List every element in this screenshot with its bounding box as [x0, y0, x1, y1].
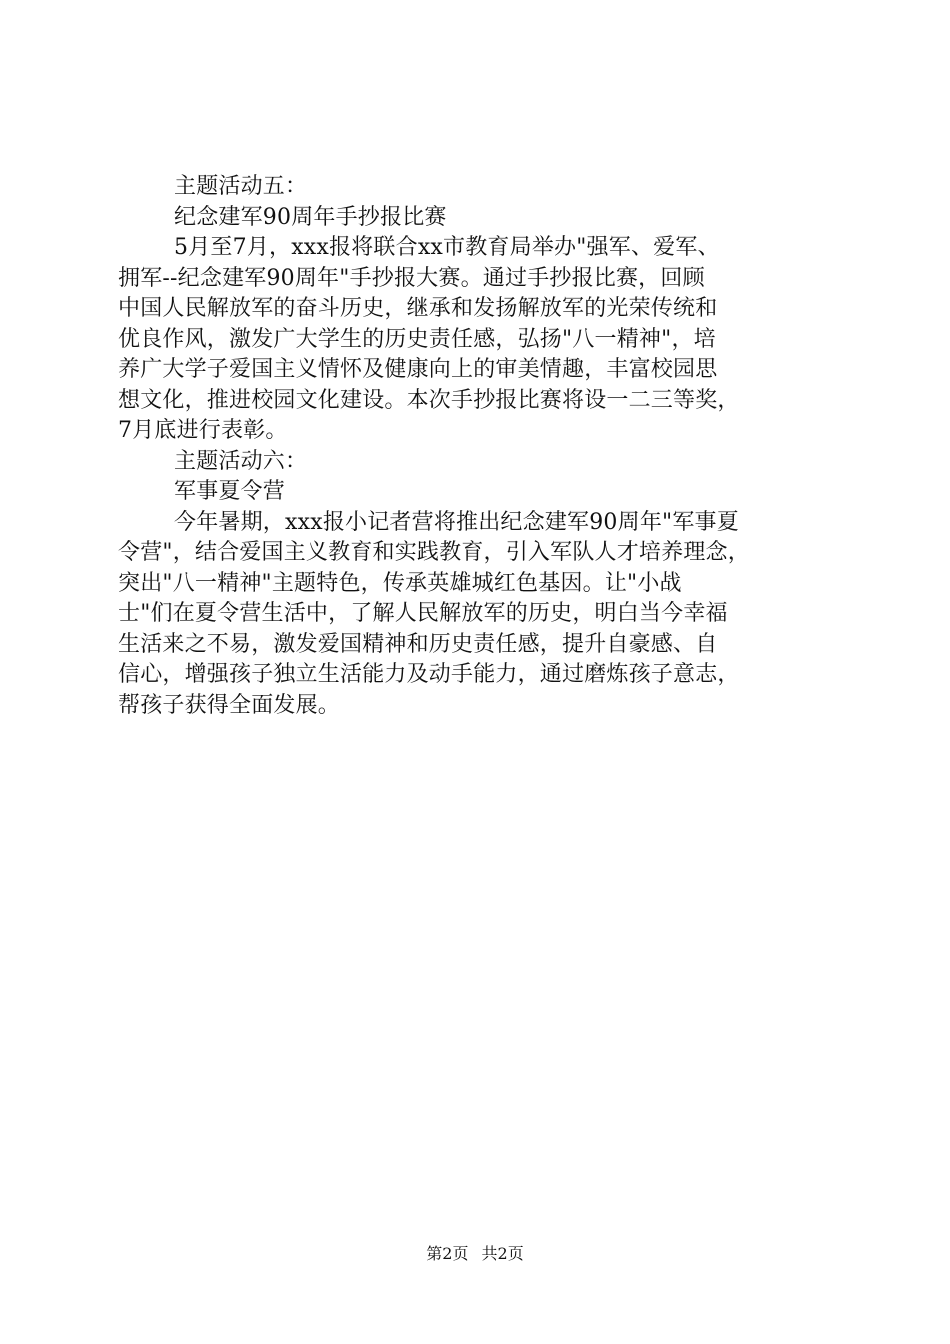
paragraph-line: 5月至7月，xxx报将联合xx市教育局举办"强军、爱军、 — [174, 235, 720, 260]
paragraph-line: 生活来之不易，激发爱国精神和历史责任感，提升自豪感、自 — [118, 631, 718, 657]
paragraph-line: 士"们在夏令营生活中，了解人民解放军的历史，明白当今幸福 — [118, 601, 728, 626]
paragraph-line: 突出"八一精神"主题特色，传承英雄城红色基因。让"小战 — [118, 570, 682, 596]
section-heading: 主题活动六： — [174, 448, 308, 474]
paragraph-line: 优良作风，激发广大学生的历史责任感，弘扬"八一精神"，培 — [118, 326, 716, 352]
section-heading: 主题活动五： — [174, 174, 308, 199]
paragraph-line: 中国人民解放军的奋斗历史，继承和发扬解放军的光荣传统和 — [118, 296, 718, 321]
page-footer — [0, 1243, 950, 1265]
paragraph-line: 养广大学子爱国主义情怀及健康向上的审美情趣，丰富校园思 — [118, 357, 718, 382]
paragraph-line: 今年暑期，xxx报小记者营将推出纪念建军90周年"军事夏 — [174, 509, 739, 535]
document-body — [118, 172, 840, 721]
paragraph-line: 想文化，推进校园文化建设。本次手抄报比赛将设一二三等奖， — [118, 387, 740, 413]
paragraph-line: 信心，增强孩子独立生活能力及动手能力，通过磨炼孩子意志， — [118, 662, 740, 687]
section-title: 军事夏令营 — [174, 479, 286, 504]
paragraph-line: 拥军--纪念建军90周年"手抄报大赛。通过手抄报比赛，回顾 — [118, 265, 705, 291]
page-total: 共2页 — [481, 1244, 524, 1263]
page-number: 第2页 — [426, 1244, 469, 1263]
paragraph-line: 帮孩子获得全面发展。 — [118, 692, 341, 718]
paragraph-line: 令营"，结合爱国主义教育和实践教育，引入军队人才培养理念， — [118, 540, 750, 565]
section-title: 纪念建军90周年手抄报比赛 — [174, 204, 447, 230]
paragraph-line: 7月底进行表彰。 — [118, 418, 288, 443]
